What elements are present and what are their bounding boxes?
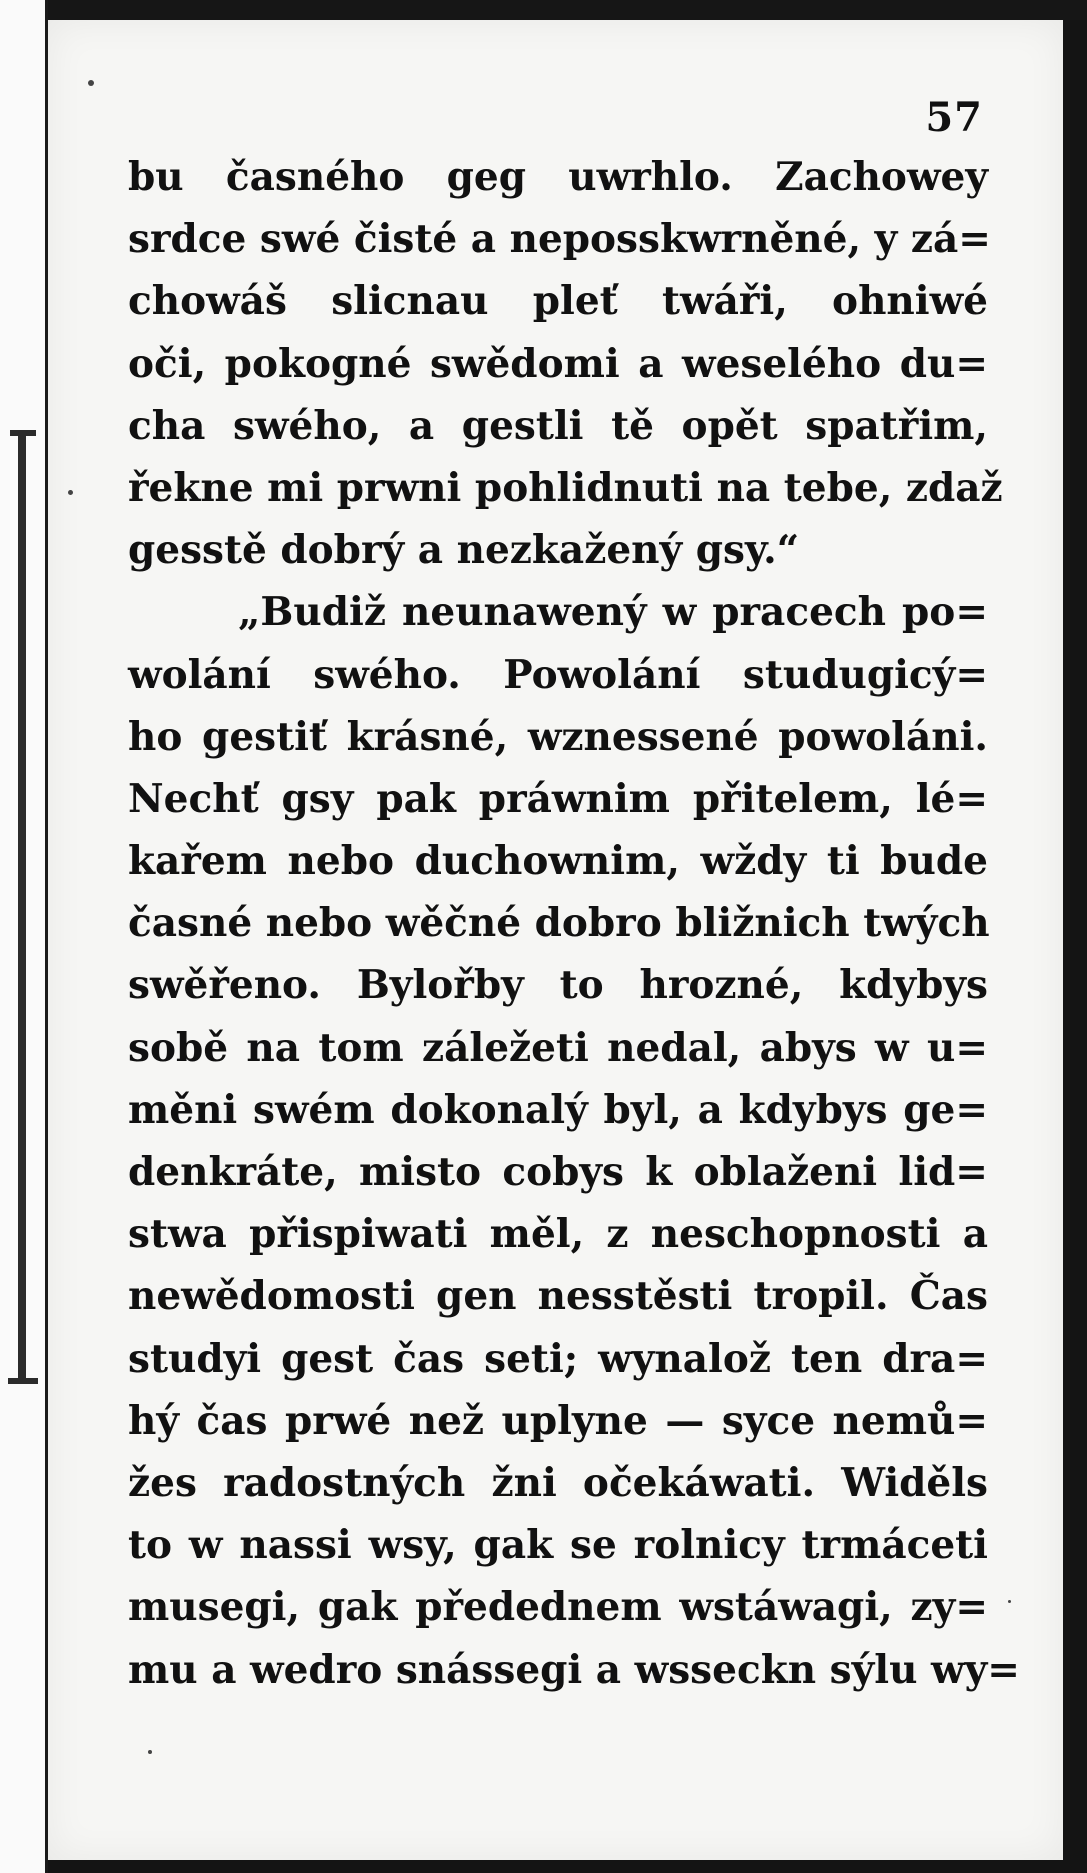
text-line: oči, pokogné swědomi a weselého du= <box>128 340 988 387</box>
text-line: srdce swé čisté a neposskwrněné, y zá= <box>128 216 991 263</box>
text-line: swěřeno. Bylořby to hrozné, kdybys <box>128 962 988 1009</box>
text-line: stwa přispiwati měl, z neschopnosti a <box>128 1211 988 1258</box>
text-line: sobě na tom záležeti nedal, abys w u= <box>128 1024 988 1071</box>
spine-bar <box>18 430 26 1380</box>
text-line: musegi, gak předednem wstáwagi, zy= <box>128 1584 988 1631</box>
body-text <box>128 146 1020 1701</box>
text-line: to w nassi wsy, gak se rolnicy trmáceti <box>128 1522 988 1569</box>
text-line: měni swém dokonalý byl, a kdybys ge= <box>128 1086 988 1133</box>
text-line: wolání swého. Powolání studugicý= <box>128 651 988 698</box>
paper-speck <box>1008 1600 1011 1603</box>
text-line: Nechť gsy pak práwnim přitelem, lé= <box>128 775 988 822</box>
text-line: časné nebo wěčné dobro bližnich twých <box>128 900 990 947</box>
text-line: newědomosti gen nesstěsti tropil. Čas <box>128 1273 988 1320</box>
text-line: „Budiž neunawený w pracech po= <box>238 589 988 636</box>
page-number: 57 <box>925 94 983 141</box>
text-line: mu a wedro snássegi a wsseckn sýlu wy= <box>128 1646 1020 1693</box>
text-line: řekne mi prwni pohlidnuti na tebe, zdaž <box>128 464 1003 511</box>
text-line: ho gestiť krásné, wznessené powoláni. <box>128 713 988 760</box>
paper-speck <box>148 1750 152 1754</box>
book-spine <box>0 0 48 1873</box>
text-line: studyi gest čas seti; wynalož ten dra= <box>128 1335 988 1382</box>
paper-speck <box>88 80 94 86</box>
text-line: hý čas prwé než uplyne — syce nemů= <box>128 1397 988 1444</box>
text-line: kařem nebo duchownim, wždy ti bude <box>128 838 988 885</box>
text-line: žes radostných žni očekáwati. Widěls <box>128 1459 988 1506</box>
text-line: cha swého, a gestli tě opět spatřim, <box>128 402 988 449</box>
text-line: bu časného geg uwrhlo. Zachowey <box>128 154 988 200</box>
spine-mark-bottom <box>8 1378 38 1384</box>
text-line: chowáš slicnau pleť twáři, ohniwé <box>128 278 988 325</box>
text-line: gesstě dobrý a nezkažený gsy.“ <box>128 527 800 574</box>
paper-speck <box>68 490 73 495</box>
text-line: denkráte, misto cobys k oblaženi lid= <box>128 1149 988 1195</box>
scan-top-edge <box>0 0 1087 20</box>
book-page <box>48 20 1063 1860</box>
